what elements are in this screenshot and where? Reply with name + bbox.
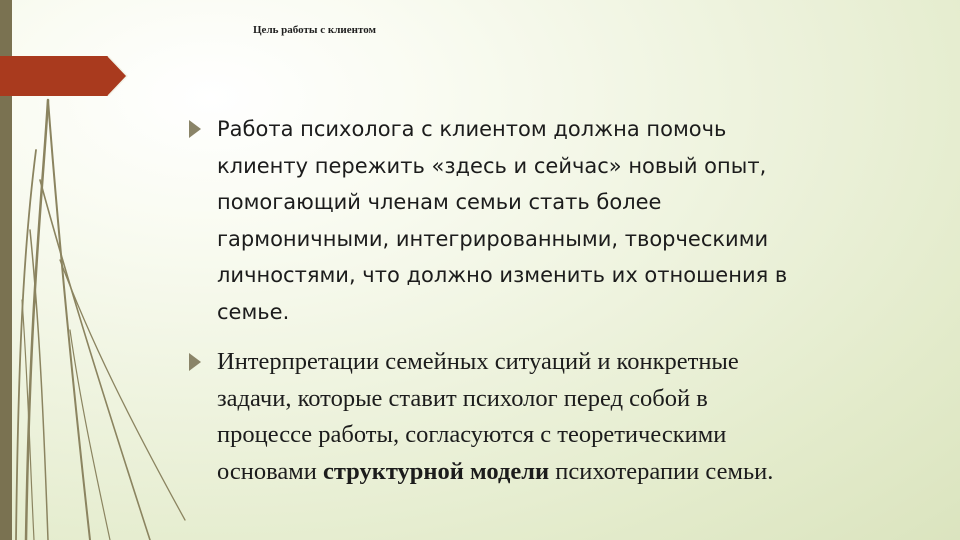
- title-accent-bar: [0, 56, 130, 96]
- text-line: личностями, что должно изменить их отношения в: [217, 263, 788, 287]
- bullet-text: [217, 344, 927, 490]
- text-segment: психотерапии семьи.: [549, 457, 774, 485]
- bullet-marker-icon: [189, 120, 203, 138]
- text-line: семье.: [217, 299, 290, 324]
- text-line: [217, 454, 927, 491]
- slide-content: [187, 111, 927, 490]
- text-line: клиенту пережить «здесь и сейчас» новый опыт,: [217, 153, 767, 178]
- text-line: задачи, которые ставит психолог перед собой в: [217, 384, 708, 412]
- bold-term: структурной модели: [322, 457, 550, 485]
- bullet-item: [187, 344, 927, 490]
- text-line: Интерпретации семейных ситуаций и конкретные: [217, 348, 739, 375]
- slide-title: Цель работы с клиентом: [253, 24, 376, 36]
- bullet-item: [187, 111, 927, 330]
- bullet-marker-icon: [189, 353, 203, 371]
- text-segment: основами: [217, 457, 323, 485]
- text-line: Работа психолога с клиентом должна помочь: [217, 117, 727, 141]
- text-line: гармоничными, интегрированными, творческими: [217, 226, 769, 251]
- text-line: помогающий членам семьи стать более: [217, 190, 662, 214]
- bullet-text: [217, 111, 927, 330]
- text-line: процессе работы, согласуются с теоретическими: [217, 421, 727, 448]
